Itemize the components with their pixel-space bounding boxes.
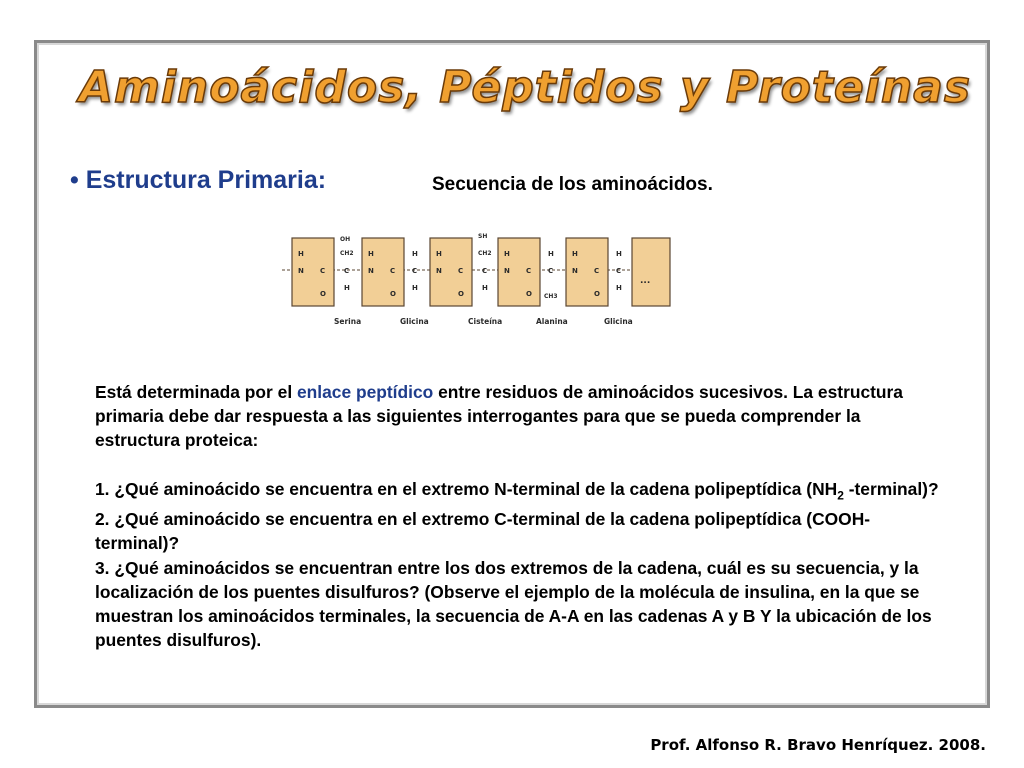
- question-1: 1. ¿Qué aminoácido se encuentra en el extremo N-terminal de la cadena polipeptídica ($NH_2$ -terminal)?: [95, 478, 939, 503]
- atom-label: N: [436, 267, 442, 275]
- atom-label: O: [320, 290, 326, 298]
- side-chain-label: OH: [340, 236, 351, 243]
- amino-acid-label: Glicina: [604, 317, 633, 326]
- atom-label: C: [458, 267, 464, 275]
- amino-acid-label: Cisteína: [468, 317, 503, 326]
- atom-label: C: [482, 267, 488, 275]
- slide-title: Aminoácidos, Péptidos y Proteínas: [78, 62, 972, 113]
- author-footer: Prof. Alfonso R. Bravo Henríquez. 2008.: [650, 736, 986, 754]
- atom-label: H: [504, 250, 510, 258]
- side-chain-label: CH3: [544, 293, 558, 300]
- chain-continues: ...: [640, 276, 651, 286]
- body-text: [95, 380, 945, 653]
- atom-label: H: [344, 284, 350, 292]
- section-heading: • Estructura Primaria:: [70, 166, 327, 194]
- question-2: 2. ¿Qué aminoácido se encuentra en el extremo C-terminal de la cadena polipeptídica (COOH-terminal)?: [95, 509, 871, 554]
- peptide-chain-diagram: [282, 226, 682, 330]
- atom-label: H: [616, 250, 622, 258]
- atom-label: H: [482, 284, 488, 292]
- atom-label: C: [594, 267, 600, 275]
- atom-label: H: [616, 284, 622, 292]
- atom-label: C: [390, 267, 396, 275]
- atom-label: H: [298, 250, 304, 258]
- question-3: 3. ¿Qué aminoácidos se encuentran entre los dos extremos de la cadena, cuál es su secuencia, y la localización de los puentes disulfuros? (Observe el ejemplo de la molécula de insulina, en la que se muestran los aminoácidos terminales, la secuencia de A-A en las cadenas A y B Y la ubicación de los puentes disulfuros).: [95, 557, 932, 651]
- atom-label: H: [412, 250, 418, 258]
- peptide-bond-term: enlace peptídico: [297, 382, 434, 402]
- atom-label: O: [594, 290, 600, 298]
- atom-label: H: [412, 284, 418, 292]
- section-subtitle: Secuencia de los aminoácidos.: [432, 174, 713, 195]
- side-chain-label: CH2: [478, 250, 492, 257]
- amino-acid-label: Glicina: [400, 317, 429, 326]
- intro-paragraph: Está determinada por el enlace peptídico entre residuos de aminoácidos sucesivos. La estructura primaria debe dar respuesta a las siguientes interrogantes para que se pueda comprender la estructura proteica:: [95, 382, 903, 451]
- atom-label: C: [526, 267, 532, 275]
- atom-label: H: [368, 250, 374, 258]
- amino-acid-label: Alanina: [536, 317, 568, 326]
- atom-label: C: [548, 267, 554, 275]
- atom-label: C: [344, 267, 350, 275]
- amino-acid-label: Serina: [334, 317, 362, 326]
- atom-label: N: [298, 267, 304, 275]
- atom-label: N: [504, 267, 510, 275]
- atom-label: N: [368, 267, 374, 275]
- atom-label: O: [526, 290, 532, 298]
- atom-label: O: [458, 290, 464, 298]
- atom-label: N: [572, 267, 578, 275]
- residue-box: [632, 238, 670, 306]
- atom-label: O: [390, 290, 396, 298]
- atom-label: C: [616, 267, 622, 275]
- side-chain-label: CH2: [340, 250, 354, 257]
- side-chain-label: SH: [478, 233, 488, 240]
- atom-label: H: [572, 250, 578, 258]
- atom-label: C: [320, 267, 326, 275]
- atom-label: C: [412, 267, 418, 275]
- atom-label: H: [548, 250, 554, 258]
- atom-label: H: [436, 250, 442, 258]
